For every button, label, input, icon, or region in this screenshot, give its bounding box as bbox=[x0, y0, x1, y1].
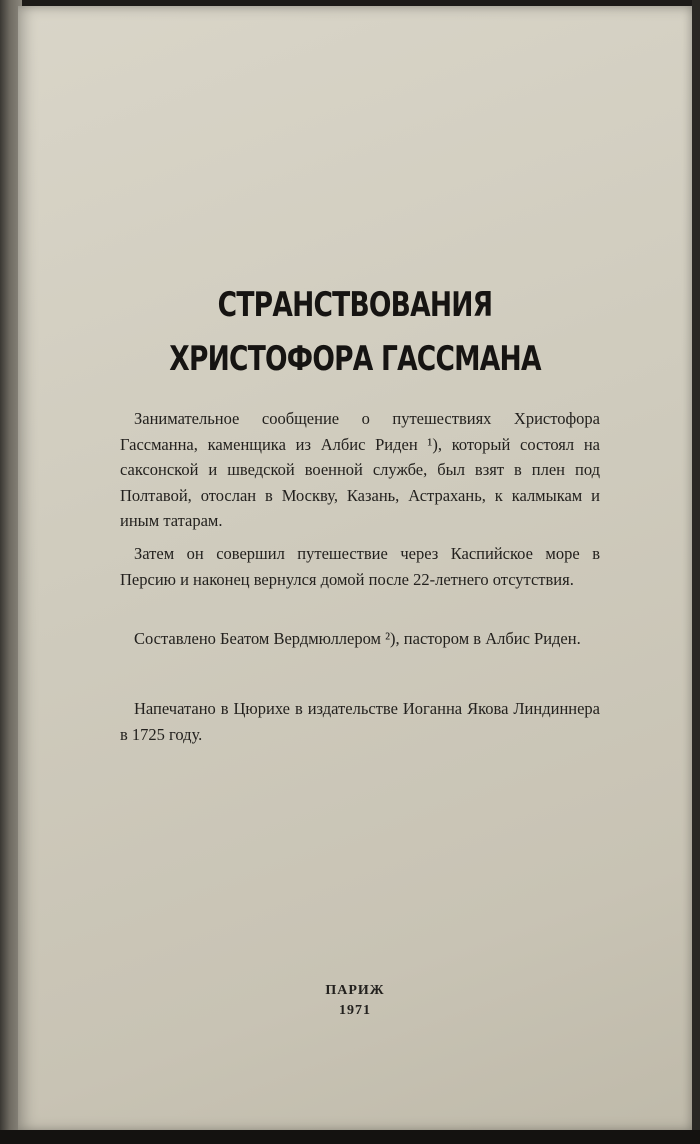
title-line-1: СТРАНСТВОВАНИЯ bbox=[217, 285, 493, 325]
title-page bbox=[18, 6, 692, 1131]
paragraph-journey bbox=[120, 541, 600, 592]
title-line-2: ХРИСТОФОРА ГАССМАНА bbox=[169, 339, 541, 379]
paragraph-compiled-by bbox=[120, 626, 600, 652]
paragraph-printed-text: Напечатано в Цюрихе в издательстве Иоганна Якова Линдиннера в 1725 году. bbox=[120, 699, 600, 744]
paragraph-description-text: Занимательное сообщение о путешествиях Христофора Гассманна, каменщика из Албис Риден ¹), который состоял на саксонской и шведской военной службе, был взят в плен под Полтавой, отослан в Москву, Казань, Астрахань, к калмыкам и иным татарам. bbox=[120, 409, 600, 530]
paragraph-journey-text: Затем он совершил путешествие через Каспийское море в Персию и наконец вернулся домой после 22-летнего отсутствия. bbox=[120, 544, 600, 589]
publication-year: 1971 bbox=[339, 1003, 371, 1018]
background-bottom bbox=[0, 1130, 700, 1144]
publication-place: ПАРИЖ bbox=[325, 983, 385, 998]
paragraph-compiled-by-text: Составлено Беатом Вердмюллером ²), пастором в Албис Риден. bbox=[134, 629, 581, 648]
paragraph-description bbox=[120, 406, 600, 534]
background-edge bbox=[692, 0, 700, 1144]
paragraph-printed bbox=[120, 696, 600, 747]
